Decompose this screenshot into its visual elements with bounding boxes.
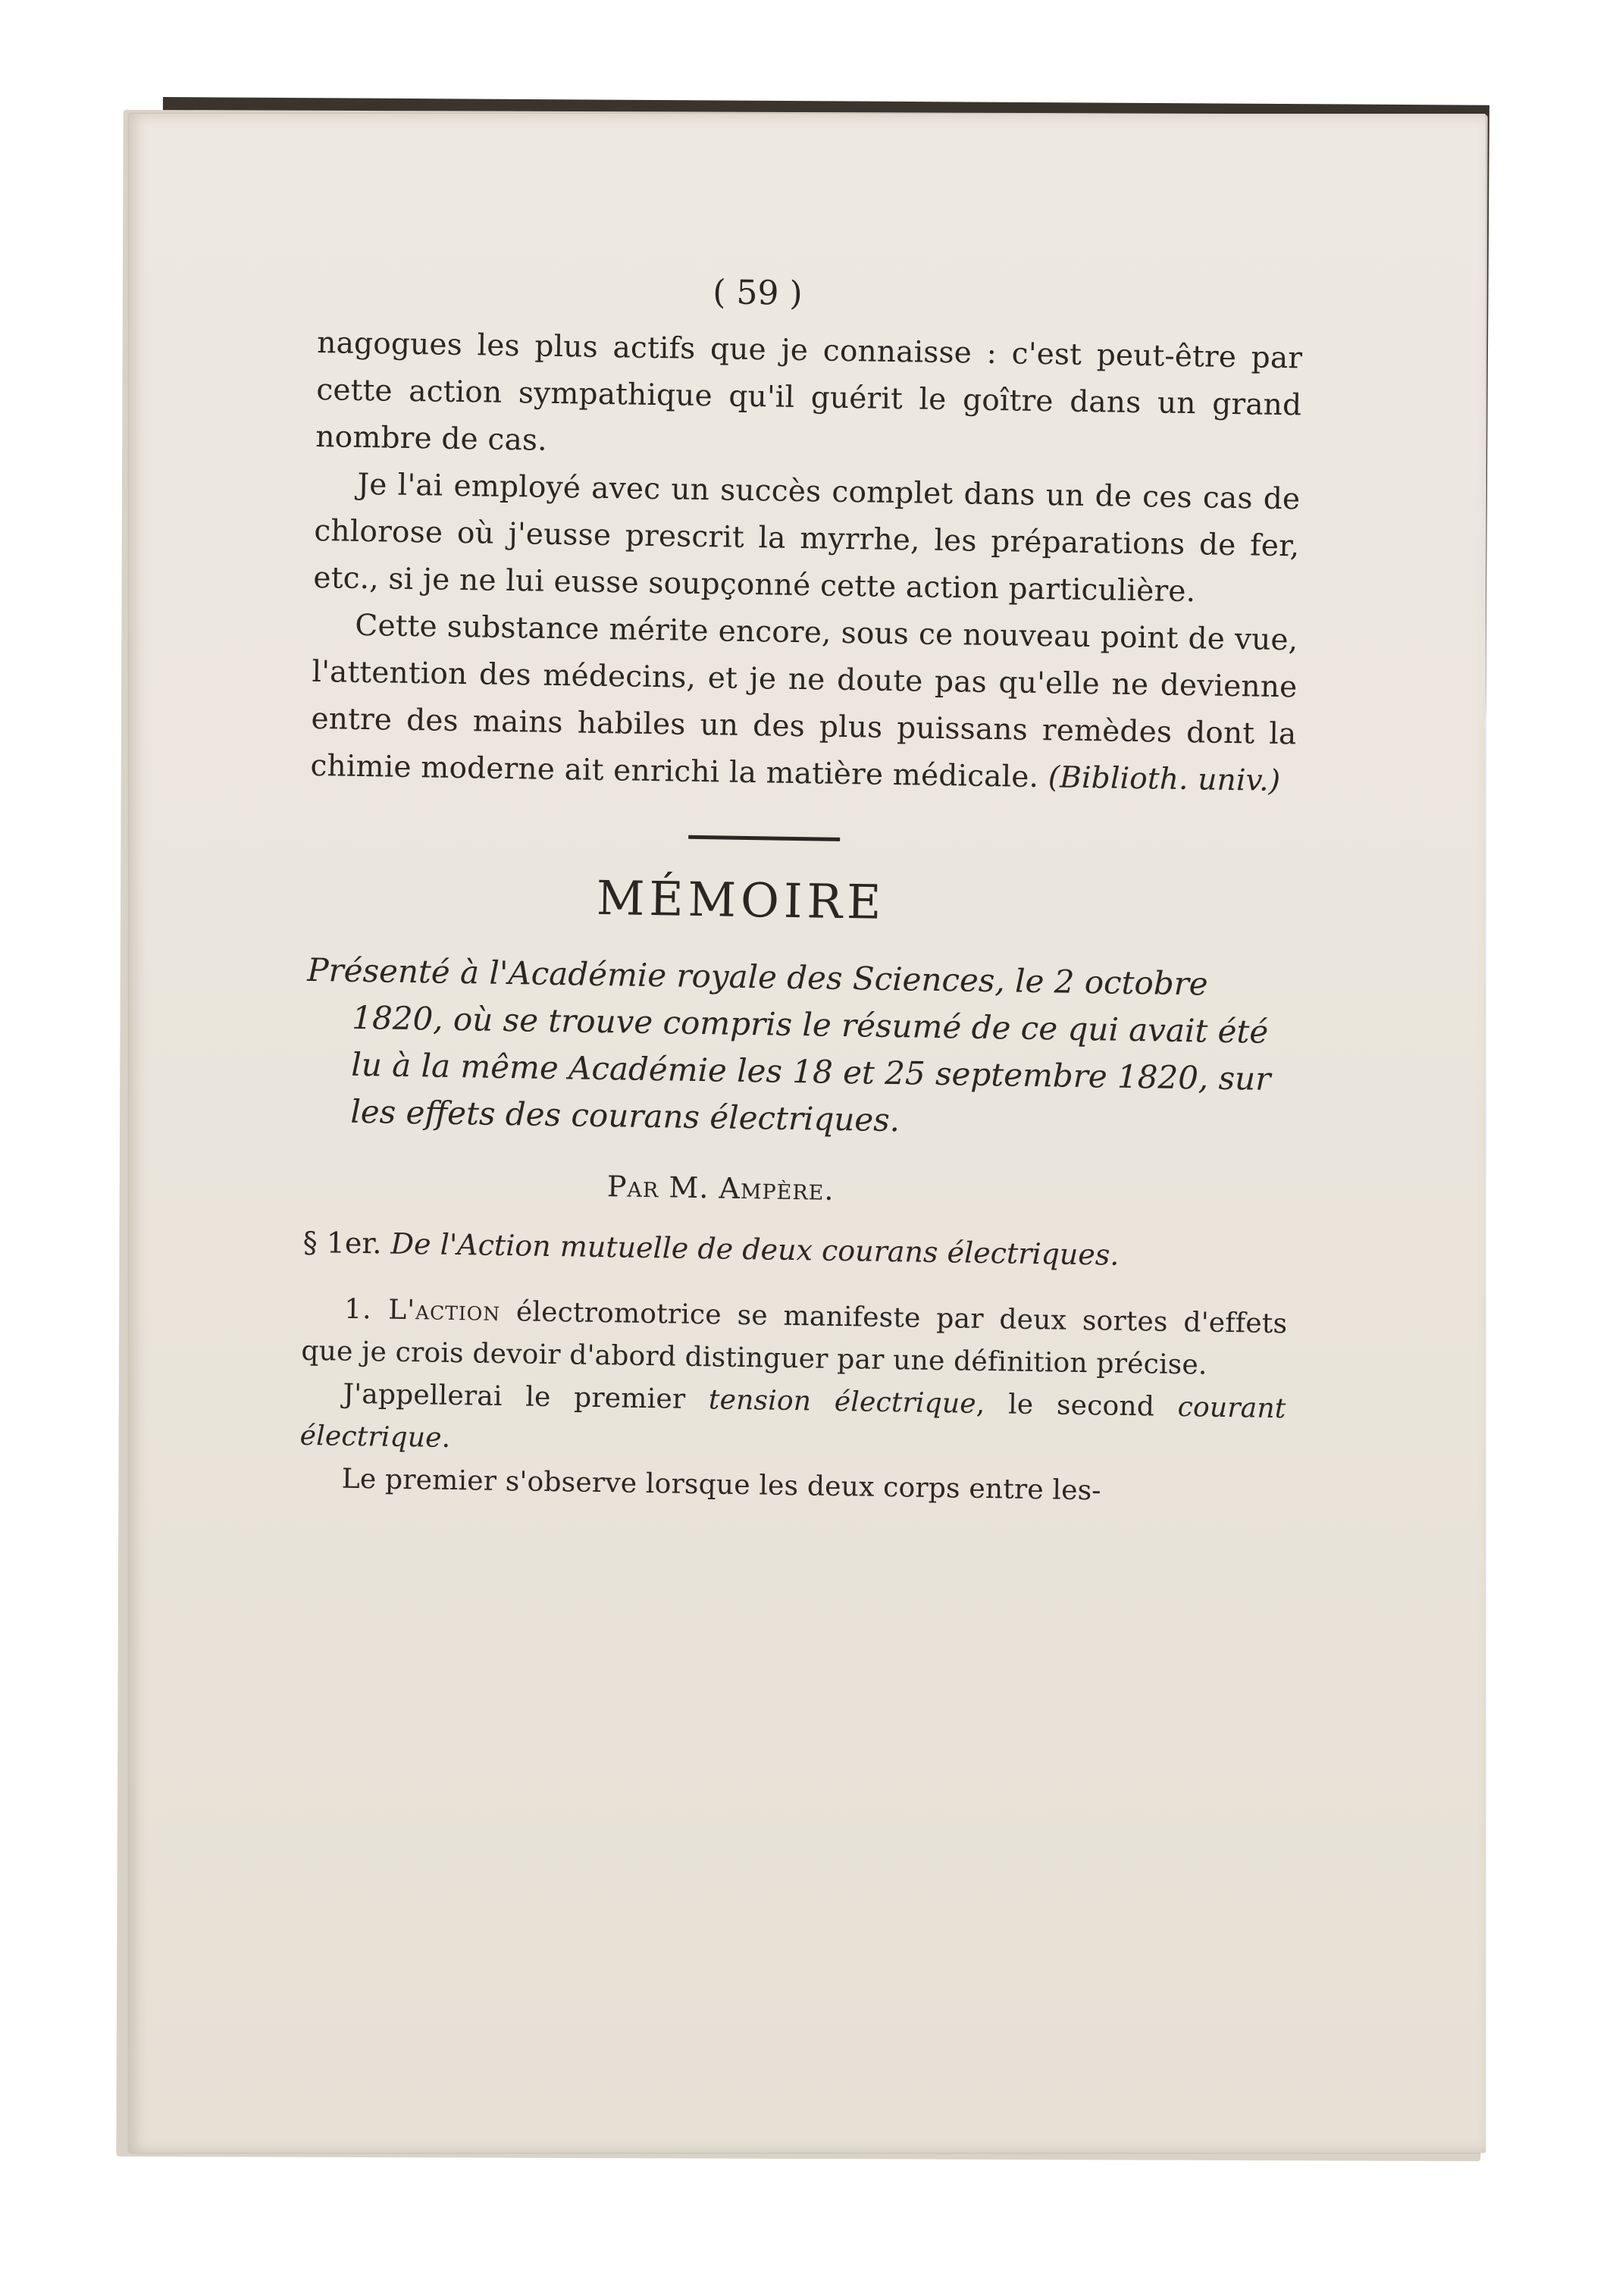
page-text [299,264,1303,1515]
body-paragraph-1 [301,1288,1288,1388]
memoire-subtitle: Présenté à l'Académie royale des Sciences, le 2 octobre 1820, où se trouve compris le résumé de ce qui avait été lu à la même Académie les 18 et 25 septembre 1820, sur les effets des courans électriques. [306,951,1271,1139]
body-paragraph-2-text-a: J'appellerai le premier [343,1378,709,1416]
author-line: Par M. Ampère. [606,1170,835,1207]
term-courant: courant électrique [299,1391,1286,1454]
paragraph-3 [310,602,1298,805]
paragraph-2: Je l'ai employé avec un succès complet dans un de ces cas de chlorose où j'eusse prescrit la myrrhe, les préparations de fer, etc., si je ne lui eusse soupçonné cette action particulière. [313,467,1301,609]
body-paragraph-2-text-b: , le second [976,1388,1179,1423]
paragraph-3-text: Cette substance mérite encore, sous ce nouveau point de vue, l'attention des médecins, et je ne doute pas qu'elle ne devienne entre des mains habiles un des plus puissans remèdes dont la chimie moderne ait enrichi la matière médicale. [310,608,1298,795]
memoire-title: MÉMOIRE [596,869,886,930]
section-heading [302,1220,1289,1280]
body-paragraph-2-text-c: . [441,1422,451,1454]
term-tension: tension électrique [708,1384,977,1420]
section-title: De l'Action mutuelle de deux courans électriques. [390,1226,1120,1272]
body-paragraph-3: Le premier s'observe lorsque les deux corps entre les- [341,1463,1102,1507]
citation: (Biblioth. univ.) [1048,760,1281,799]
body-paragraph-1-text: électromotrice se manifeste par deux sortes d'effets que je crois devoir d'abord distinguer par une définition précise. [301,1295,1288,1381]
section-number: § 1er. [302,1225,382,1261]
page-number: ( 59 ) [712,273,803,314]
body-paragraph-1-lead: 1. L'action [344,1293,501,1327]
paragraph-1: nagogues les plus actifs que je connaisse : c'est peut-être par cette action sympathique qu'il guérit le goître dans un grand nombre de cas. [315,325,1303,458]
section-divider [688,835,840,841]
body-paragraph-2 [299,1373,1286,1473]
